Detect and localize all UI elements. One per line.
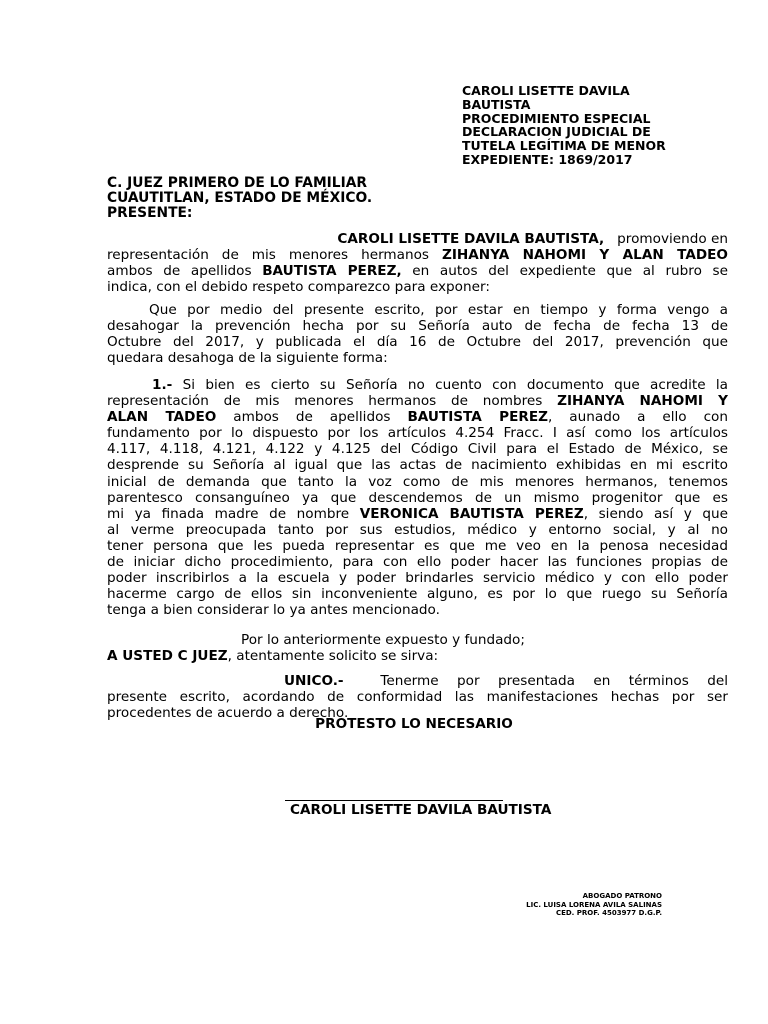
protesto-heading: PROTESTO LO NECESARIO [315, 716, 513, 732]
unico-label: UNICO.- [284, 673, 344, 689]
header-line: CAROLI LISETTE DAVILA [462, 83, 630, 98]
paragraph-point-1: 1.- Si bien es cierto su Señoría no cuento con documento que acredite la representación de mis menores hermanos de nombres ZIHANYA NAHOMI Y ALAN TADEO ambos de apellidos BAUTISTA PEREZ, aunado a ello con fundamento por lo dispuesto por los artículos 4.254 Fracc. I así como los artículos 4.117, 4.118, 4.121, 4.122 y 4.125 del Código Civil para el Estado de México, se desprende su Señoría al igual que las actas de nacimiento exhibidas en mi escrito inicial de demanda que tanto la voz como de mis menores hermanos, tenemos parentesco consanguíneo ya que descendemos de un mismo progenitor que es mi ya finada madre de nombre VERONICA BAUTISTA PEREZ, siendo así y que al verme preocupada tanto por sus estudios, médico y entorno social, y al no tener persona que les pueda representar es que me veo en la penosa necesidad de iniciar dicho procedimiento, para con ello poder hacer las funciones propias de poder inscribirlos a la escuela y poder brindarles servicio médico y con ello poder hacerme cargo de ellos sin inconveniente alguno, es por lo que ruego su Señoría tenga a bien considerar lo ya antes mencionado. [107, 377, 728, 619]
court-addressee [107, 176, 372, 222]
abogado-line: ABOGADO PATRONO [582, 892, 662, 900]
judge-address: A USTED C JUEZ [107, 648, 228, 665]
abogado-block [470, 892, 662, 918]
header-line: BAUTISTA [462, 96, 531, 112]
header-line: TUTELA LEGÍTIMA DE MENOR [462, 138, 666, 154]
intro-paragraph: CAROLI LISETTE DAVILA BAUTISTA, promoviendo en representación de mis menores hermanos ZIHANYA NAHOMI Y ALAN TADEO ambos de apellidos BAUTISTA PEREZ, en autos del expediente que al rubro se indica, con el debido respeto comparezco para exponer: [107, 231, 728, 296]
paragraph-petition-intro: Por lo anteriormente expuesto y fundado; A USTED C JUEZ, atentamente solicito se sirva: [107, 632, 525, 665]
header-line: PROCEDIMIENTO ESPECIAL [462, 110, 651, 126]
court-line: C. JUEZ PRIMERO DE LO FAMILIAR [107, 175, 368, 191]
header-line: EXPEDIENTE: 1869/2017 [462, 151, 633, 167]
case-header [462, 84, 712, 167]
signature-name: CAROLI LISETTE DAVILA BAUTISTA [290, 802, 552, 818]
court-line: PRESENTE: [107, 205, 193, 222]
abogado-line: CED. PROF. 4503977 D.G.P. [555, 909, 662, 917]
minors-names: ZIHANYA NAHOMI Y ALAN TADEO [442, 247, 728, 264]
paragraph-unico: UNICO.- Tenerme por presentada en términos del presente escrito, acordando de conformidad las manifestaciones hechas por ser procedentes de acuerdo a derecho. [107, 673, 728, 722]
surnames: BAUTISTA PEREZ, [262, 263, 402, 280]
abogado-line: LIC. LUISA LORENA AVILA SALINAS [526, 900, 662, 909]
point-number: 1.- [152, 377, 173, 393]
signature-line [285, 800, 503, 801]
paragraph-prevencion: Que por medio del presente escrito, por estar en tiempo y forma vengo a desahogar la prevención hecha por su Señoría auto de fecha de fecha 13 de Octubre del 2017, y publicada el día 16 de Octubre del 2017, prevención que quedara desahoga de la siguiente forma: [107, 302, 728, 367]
promovente-name: CAROLI LISETTE DAVILA BAUTISTA, [337, 231, 605, 247]
mother-name: VERONICA BAUTISTA PEREZ [359, 505, 584, 522]
court-line: CUAUTITLAN, ESTADO DE MÉXICO. [107, 190, 373, 207]
header-line: DECLARACION JUDICIAL DE [462, 124, 651, 140]
